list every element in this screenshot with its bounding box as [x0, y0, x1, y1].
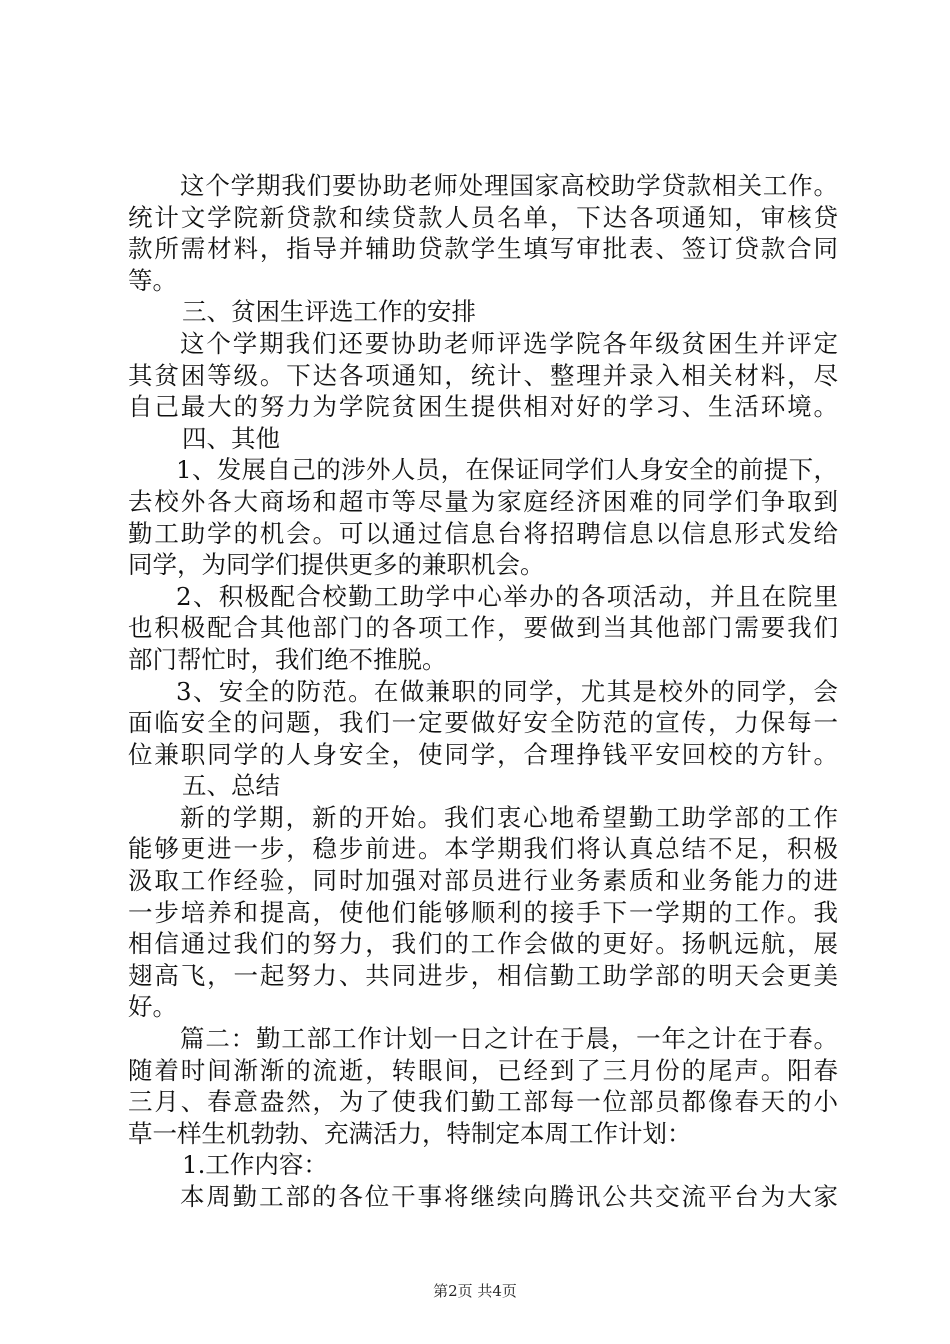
- section-heading: 三、贫困生评选工作的安排: [182, 297, 476, 327]
- text-line: 等。: [128, 265, 177, 295]
- text-line: 同学，为同学们提供更多的兼职机会。: [128, 550, 545, 580]
- section-heading: 四、其他: [182, 423, 280, 453]
- text-line: 2、积极配合校勤工助学中心举办的各项活动，并且在院里: [176, 581, 838, 611]
- text-line: 统计文学院新贷款和续贷款人员名单，下达各项通知，审核贷: [128, 202, 838, 232]
- text-line: 部门帮忙时，我们绝不推脱。: [128, 644, 447, 674]
- text-line: 好。: [128, 992, 177, 1022]
- text-line: 去校外各大商场和超市等尽量为家庭经济困难的同学们争取到: [128, 486, 838, 516]
- text-line: 翅高飞，一起努力、共同进步，相信勤工助学部的明天会更美: [128, 960, 838, 990]
- text-line: 这个学期我们要协助老师处理国家高校助学贷款相关工作。: [180, 171, 838, 200]
- text-line: 相信通过我们的努力，我们的工作会做的更好。扬帆远航，展: [128, 929, 838, 959]
- document-body: [128, 170, 838, 1213]
- text-line: 这个学期我们还要协助老师评选学院各年级贫困生并评定: [180, 328, 838, 358]
- text-line: 勤工助学的机会。可以通过信息台将招聘信息以信息形式发给: [128, 518, 838, 548]
- section-heading: 五、总结: [182, 771, 280, 801]
- text-line: 新的学期，新的开始。我们衷心地希望勤工助学部的工作: [180, 802, 838, 832]
- text-line: 草一样生机勃勃、充满活力，特制定本周工作计划：: [128, 1118, 692, 1148]
- text-line: 能够更进一步，稳步前进。本学期我们将认真总结不足，积极: [128, 834, 838, 864]
- text-line: 位兼职同学的人身安全，使同学，合理挣钱平安回校的方针。: [128, 739, 838, 769]
- text-line: 款所需材料，指导并辅助贷款学生填写审批表、签订贷款合同: [128, 234, 838, 264]
- text-line: 1、发展自己的涉外人员，在保证同学们人身安全的前提下，: [176, 455, 838, 485]
- text-line: 面临安全的问题，我们一定要做好安全防范的宣传，力保每一: [128, 708, 838, 738]
- text-line: 一步培养和提高，使他们能够顺利的接手下一学期的工作。我: [128, 897, 838, 927]
- text-line: 也积极配合其他部门的各项工作，要做到当其他部门需要我们: [128, 613, 838, 643]
- section-heading: 1.工作内容：: [182, 1150, 328, 1180]
- text-line: 汲取工作经验，同时加强对部员进行业务素质和业务能力的进: [128, 866, 838, 896]
- page-footer: 第2页 共4页: [433, 1282, 517, 1300]
- text-line: 自己最大的努力为学院贫困生提供相对好的学习、生活环境。: [128, 392, 838, 422]
- text-line: 三月、春意盎然，为了使我们勤工部每一位部员都像春天的小: [128, 1087, 838, 1117]
- text-line: 本周勤工部的各位干事将继续向腾讯公共交流平台为大家: [180, 1182, 838, 1211]
- text-line: 3、安全的防范。在做兼职的同学，尤其是校外的同学，会: [176, 676, 838, 706]
- text-line: 其贫困等级。下达各项通知，统计、整理并录入相关材料，尽: [128, 360, 838, 390]
- text-line: 随着时间渐渐的流逝，转眼间，已经到了三月份的尾声。阳春: [128, 1055, 838, 1085]
- text-line: 篇二：勤工部工作计划一日之计在于晨，一年之计在于春。: [180, 1024, 838, 1054]
